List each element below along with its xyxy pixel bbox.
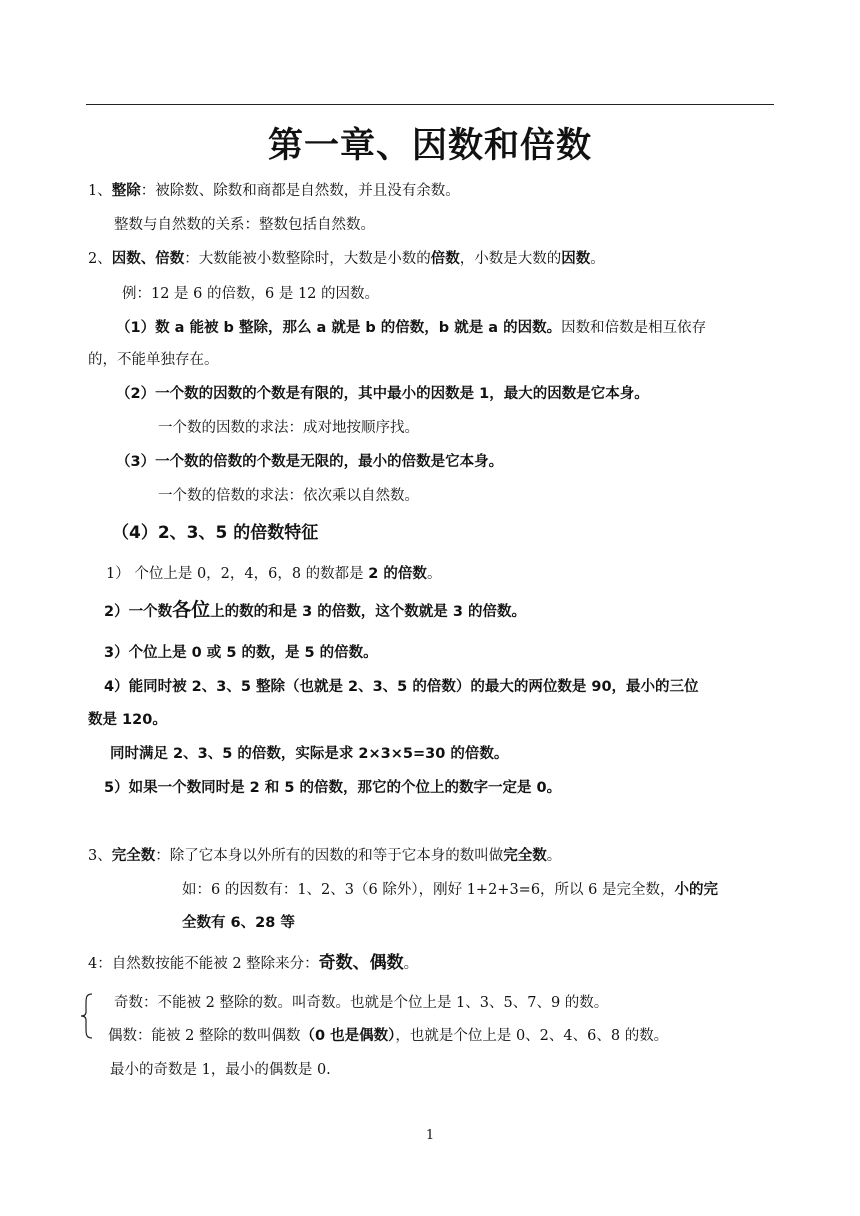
s1-line	[88, 181, 460, 201]
s2-r2	[104, 600, 526, 622]
s2-r4-cont: 数是 120。	[88, 712, 167, 728]
s3-ex-b: 小的完	[674, 882, 718, 898]
s2-r1	[106, 564, 441, 584]
s2-colon: ：	[184, 251, 199, 267]
s2-num: 2、	[88, 251, 112, 267]
s3-example	[182, 880, 718, 900]
s2-p1	[116, 318, 706, 338]
s2-p1-tail: 因数和倍数是相互依存	[561, 320, 707, 336]
s2-def-e: 。	[590, 251, 605, 267]
s4-line	[88, 953, 418, 974]
s3-def-c: 。	[546, 848, 562, 864]
page-number: 1	[425, 1128, 435, 1143]
s2-term: 因数、倍数	[111, 251, 185, 267]
s4-min: 最小的奇数是 1，最小的偶数是 0.	[110, 1062, 331, 1078]
s2-p4-head: （4）2、3、5 的倍数特征	[112, 523, 319, 543]
s3-line	[88, 846, 561, 866]
s2-def-d: 因数	[561, 251, 591, 267]
s2-r1-b: 2 的倍数	[368, 566, 427, 582]
s4-even-a: 偶数：能被 2 整除的数叫偶数	[108, 1028, 301, 1044]
s2-p1-cont: 的，不能单独存在。	[88, 352, 219, 368]
s2-p1-bold: （1）数 a 能被 b 整除，那么 a 就是 b 的倍数，b 就是 a 的因数。	[116, 320, 562, 336]
s1-num: 1、	[88, 183, 112, 199]
s2-r2-b: 各位	[172, 599, 211, 621]
header-rule	[86, 104, 774, 105]
s2-p3-note: 一个数的倍数的求法：依次乘以自然数。	[158, 488, 419, 504]
s2-p2: （2）一个数的因数的个数是有限的，其中最小的因数是 1，最大的因数是它本身。	[116, 386, 649, 402]
chapter-title: 第一章、因数和倍数	[267, 126, 592, 166]
s2-r2-c: 上的数的和是 3 的倍数，这个数就是 3 的倍数。	[210, 604, 526, 620]
s3-def-a: 除了它本身以外所有的因数的和等于它本身的数叫做	[169, 848, 504, 864]
s3-def-b: 完全数	[503, 848, 547, 864]
s3-ex-a: 如：6 的因数有：1、2、3（6 除外），刚好 1+2+3=6，所以 6 是完全数，	[182, 882, 675, 898]
s4-even	[108, 1026, 668, 1046]
s2-r2-a: 2）一个数	[104, 604, 173, 620]
s2-def-a: 大数能被小数整除时，大数是小数的	[198, 251, 431, 267]
s4-tail: 。	[403, 956, 419, 972]
s2-p2-note: 一个数的因数的求法：成对地按顺序找。	[158, 420, 419, 436]
s3-colon: ：	[155, 848, 170, 864]
s2-r3: 3）个位上是 0 或 5 的数，是 5 的倍数。	[104, 645, 378, 661]
s4-even-c: ，也就是个位上是 0、2、4、6、8 的数。	[395, 1028, 669, 1044]
s1-term: 整除	[111, 183, 141, 199]
s1-def: 被除数、除数和商都是自然数，并且没有余数。	[155, 183, 460, 199]
s2-line	[88, 249, 605, 269]
s2-r5: 5）如果一个数同时是 2 和 5 的倍数，那它的个位上的数字一定是 0。	[104, 780, 562, 796]
s2-example: 例：12 是 6 的倍数，6 是 12 的因数。	[122, 286, 380, 302]
left-brace-icon	[80, 992, 94, 1040]
s3-ex-cont: 全数有 6、28 等	[182, 915, 295, 931]
s2-r1-a: 1） 个位上是 0，2，4，6，8 的数都是	[106, 566, 369, 582]
s3-term: 完全数	[111, 848, 156, 864]
s2-r4-note: 同时满足 2、3、5 的倍数，实际是求 2×3×5=30 的倍数。	[110, 746, 509, 762]
s4-lead: 4：自然数按能不能被 2 整除来分：	[88, 956, 319, 972]
s2-def-b: 倍数	[430, 251, 460, 267]
s1-note: 整数与自然数的关系：整数包括自然数。	[114, 217, 375, 233]
s1-colon: ：	[140, 183, 156, 199]
s4-even-b: （0 也是偶数）	[300, 1028, 396, 1044]
s4-terms: 奇数、偶数	[318, 953, 404, 973]
s2-def-c: ，小数是大数的	[459, 251, 562, 267]
s2-r1-c: 。	[426, 566, 442, 582]
s2-p3: （3）一个数的倍数的个数是无限的，最小的倍数是它本身。	[116, 454, 504, 470]
s3-num: 3、	[88, 848, 112, 864]
s4-odd: 奇数：不能被 2 整除的数。叫奇数。也就是个位上是 1、3、5、7、9 的数。	[114, 995, 609, 1011]
s2-r4: 4）能同时被 2、3、5 整除（也就是 2、3、5 的倍数）的最大的两位数是 90，最小的三位	[104, 679, 699, 695]
